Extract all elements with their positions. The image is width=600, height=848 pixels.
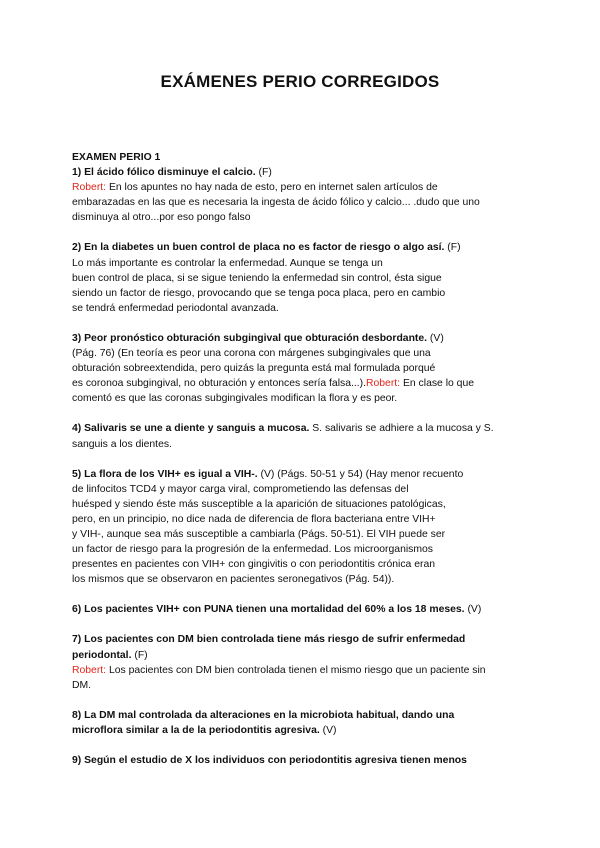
question-7-text-line-2: periodontal.: [72, 649, 132, 661]
question-2-explanation-4: se tendrá enfermedad periodontal avanzada.: [72, 302, 279, 314]
question-4-explanation-1: sanguis a los dientes.: [72, 438, 172, 450]
question-1-line-1: [72, 165, 542, 180]
question-3-text: 3) Peor pronóstico obturación subgingival que obturación desbordante.: [72, 332, 428, 344]
question-9: [72, 753, 542, 768]
question-4-line-1: [72, 421, 542, 436]
question-2-explanation-1: Lo más importante es controlar la enfermedad. Aunque se tenga un: [72, 257, 383, 269]
question-3-answer: (V): [427, 332, 444, 344]
question-3-note-author: Robert:: [366, 378, 401, 390]
question-1-text: 1) El ácido fólico disminuye el calcio.: [72, 167, 256, 179]
question-5: [72, 467, 542, 588]
question-2-answer: (F): [444, 242, 461, 254]
question-1-note-text: En los apuntes no hay nada de esto, pero en internet salen artículos de: [106, 182, 438, 194]
question-2-line-1: [72, 240, 542, 255]
question-5-text: 5) La flora de los VIH+ es igual a VIH-.: [72, 468, 258, 480]
question-8: [72, 708, 542, 738]
question-8-text-line-2: microflora similar a la de la periodontitis agresiva.: [72, 724, 320, 736]
question-5-explanation-7: los mismos que se observaron en pacientes seronegativos (Pág. 54)).: [72, 574, 395, 586]
question-5-answer: (V) (Págs. 50-51 y 54) (Hay menor recuento: [257, 468, 464, 480]
question-1: [72, 165, 542, 225]
question-3-explanation-1: (Pág. 76) (En teoría es peor una corona con márgenes subgingivales que una: [72, 348, 431, 360]
question-1-note-line-2: embarazadas en las que es necesaria la ingesta de ácido fólico y calcio... .dudo que uno: [72, 197, 480, 209]
question-3: [72, 331, 542, 406]
question-2-text: 2) En la diabetes un buen control de placa no es factor de riesgo o algo así.: [72, 242, 445, 254]
question-3-explanation-2: obturación sobreextendida, pero quizás la pregunta está mal formulada porqué: [72, 363, 436, 375]
question-3-explanation-3-text: es coronoa subgingival, no obturación y entonces sería falsa...).: [72, 378, 366, 390]
question-5-explanation-5: un factor de riesgo para la progresión de la enfermedad. Los microorganismos: [72, 544, 433, 556]
question-6: [72, 602, 542, 617]
document-body: [72, 150, 542, 783]
question-1-answer: (F): [255, 167, 272, 179]
question-7-text-line-1: 7) Los pacientes con DM bien controlada tiene más riesgo de sufrir enfermedad: [72, 634, 466, 646]
question-4-answer: S. salivaris se adhiere a la mucosa y S.: [309, 423, 494, 435]
question-6-text: 6) Los pacientes VIH+ con PUNA tienen una mortalidad del 60% a los 18 meses.: [72, 604, 465, 616]
question-3-explanation-3: [72, 376, 542, 391]
question-4-text: 4) Salivaris se une a diente y sanguis a mucosa.: [72, 423, 310, 435]
question-9-text: 9) Según el estudio de X los individuos con periodontitis agresiva tienen menos: [72, 755, 467, 766]
question-5-explanation-2: huésped y siendo éste más susceptible a la aparición de situaciones patológicas,: [72, 498, 446, 510]
question-7-note-author: Robert:: [72, 664, 107, 676]
question-7-note-line-1: [72, 663, 542, 678]
question-5-line-1: [72, 467, 542, 482]
page-title: EXÁMENES PERIO CORREGIDOS: [160, 72, 440, 91]
question-8-line-2: [72, 723, 542, 738]
question-7-note-text: Los pacientes con DM bien controlada tienen el mismo riesgo que un paciente sin: [106, 664, 486, 676]
question-5-explanation-4: y VIH-, aunque sea más susceptible a cambiarla (Págs. 50-51). El VIH puede ser: [72, 528, 446, 540]
question-3-note-text: En clase lo que: [400, 378, 475, 390]
question-2-explanation-2: buen control de placa, si se sigue teniendo la enfermedad sin control, ésta sigue: [72, 272, 442, 284]
question-7-answer: (F): [131, 649, 148, 661]
question-6-line-1: [72, 602, 542, 617]
question-1-note-line-1: [72, 180, 542, 195]
question-3-note-line-2: comentó es que las coronas subgingivales modifican la flora y es peor.: [72, 393, 398, 405]
question-8-text-line-1: 8) La DM mal controlada da alteraciones en la microbiota habitual, dando una: [72, 709, 455, 721]
question-5-explanation-1: de linfocitos TCD4 y mayor carga viral, comprometiendo las defensas del: [72, 483, 409, 495]
question-1-note-author: Robert:: [72, 182, 107, 194]
question-1-note-line-3: disminuya al otro...por eso pongo falso: [72, 212, 251, 224]
question-3-line-1: [72, 331, 542, 346]
question-4: [72, 421, 542, 451]
question-6-answer: (V): [464, 604, 482, 616]
question-7: [72, 632, 542, 692]
question-5-explanation-3: pero, en un principio, no dice nada de diferencia de flora bacteriana entre VIH+: [72, 513, 436, 525]
question-7-line-2: [72, 648, 542, 663]
exam-label: EXAMEN PERIO 1: [72, 152, 161, 163]
question-2: [72, 240, 542, 315]
question-2-explanation-3: siendo un factor de riesgo, provocando que se tenga poca placa, pero en cambio: [72, 287, 446, 299]
question-7-note-line-2: DM.: [72, 679, 92, 691]
question-8-answer: (V): [319, 724, 337, 736]
question-5-explanation-6: presentes en pacientes con VIH+ con gingivitis o con periodontitis crónica eran: [72, 559, 436, 571]
